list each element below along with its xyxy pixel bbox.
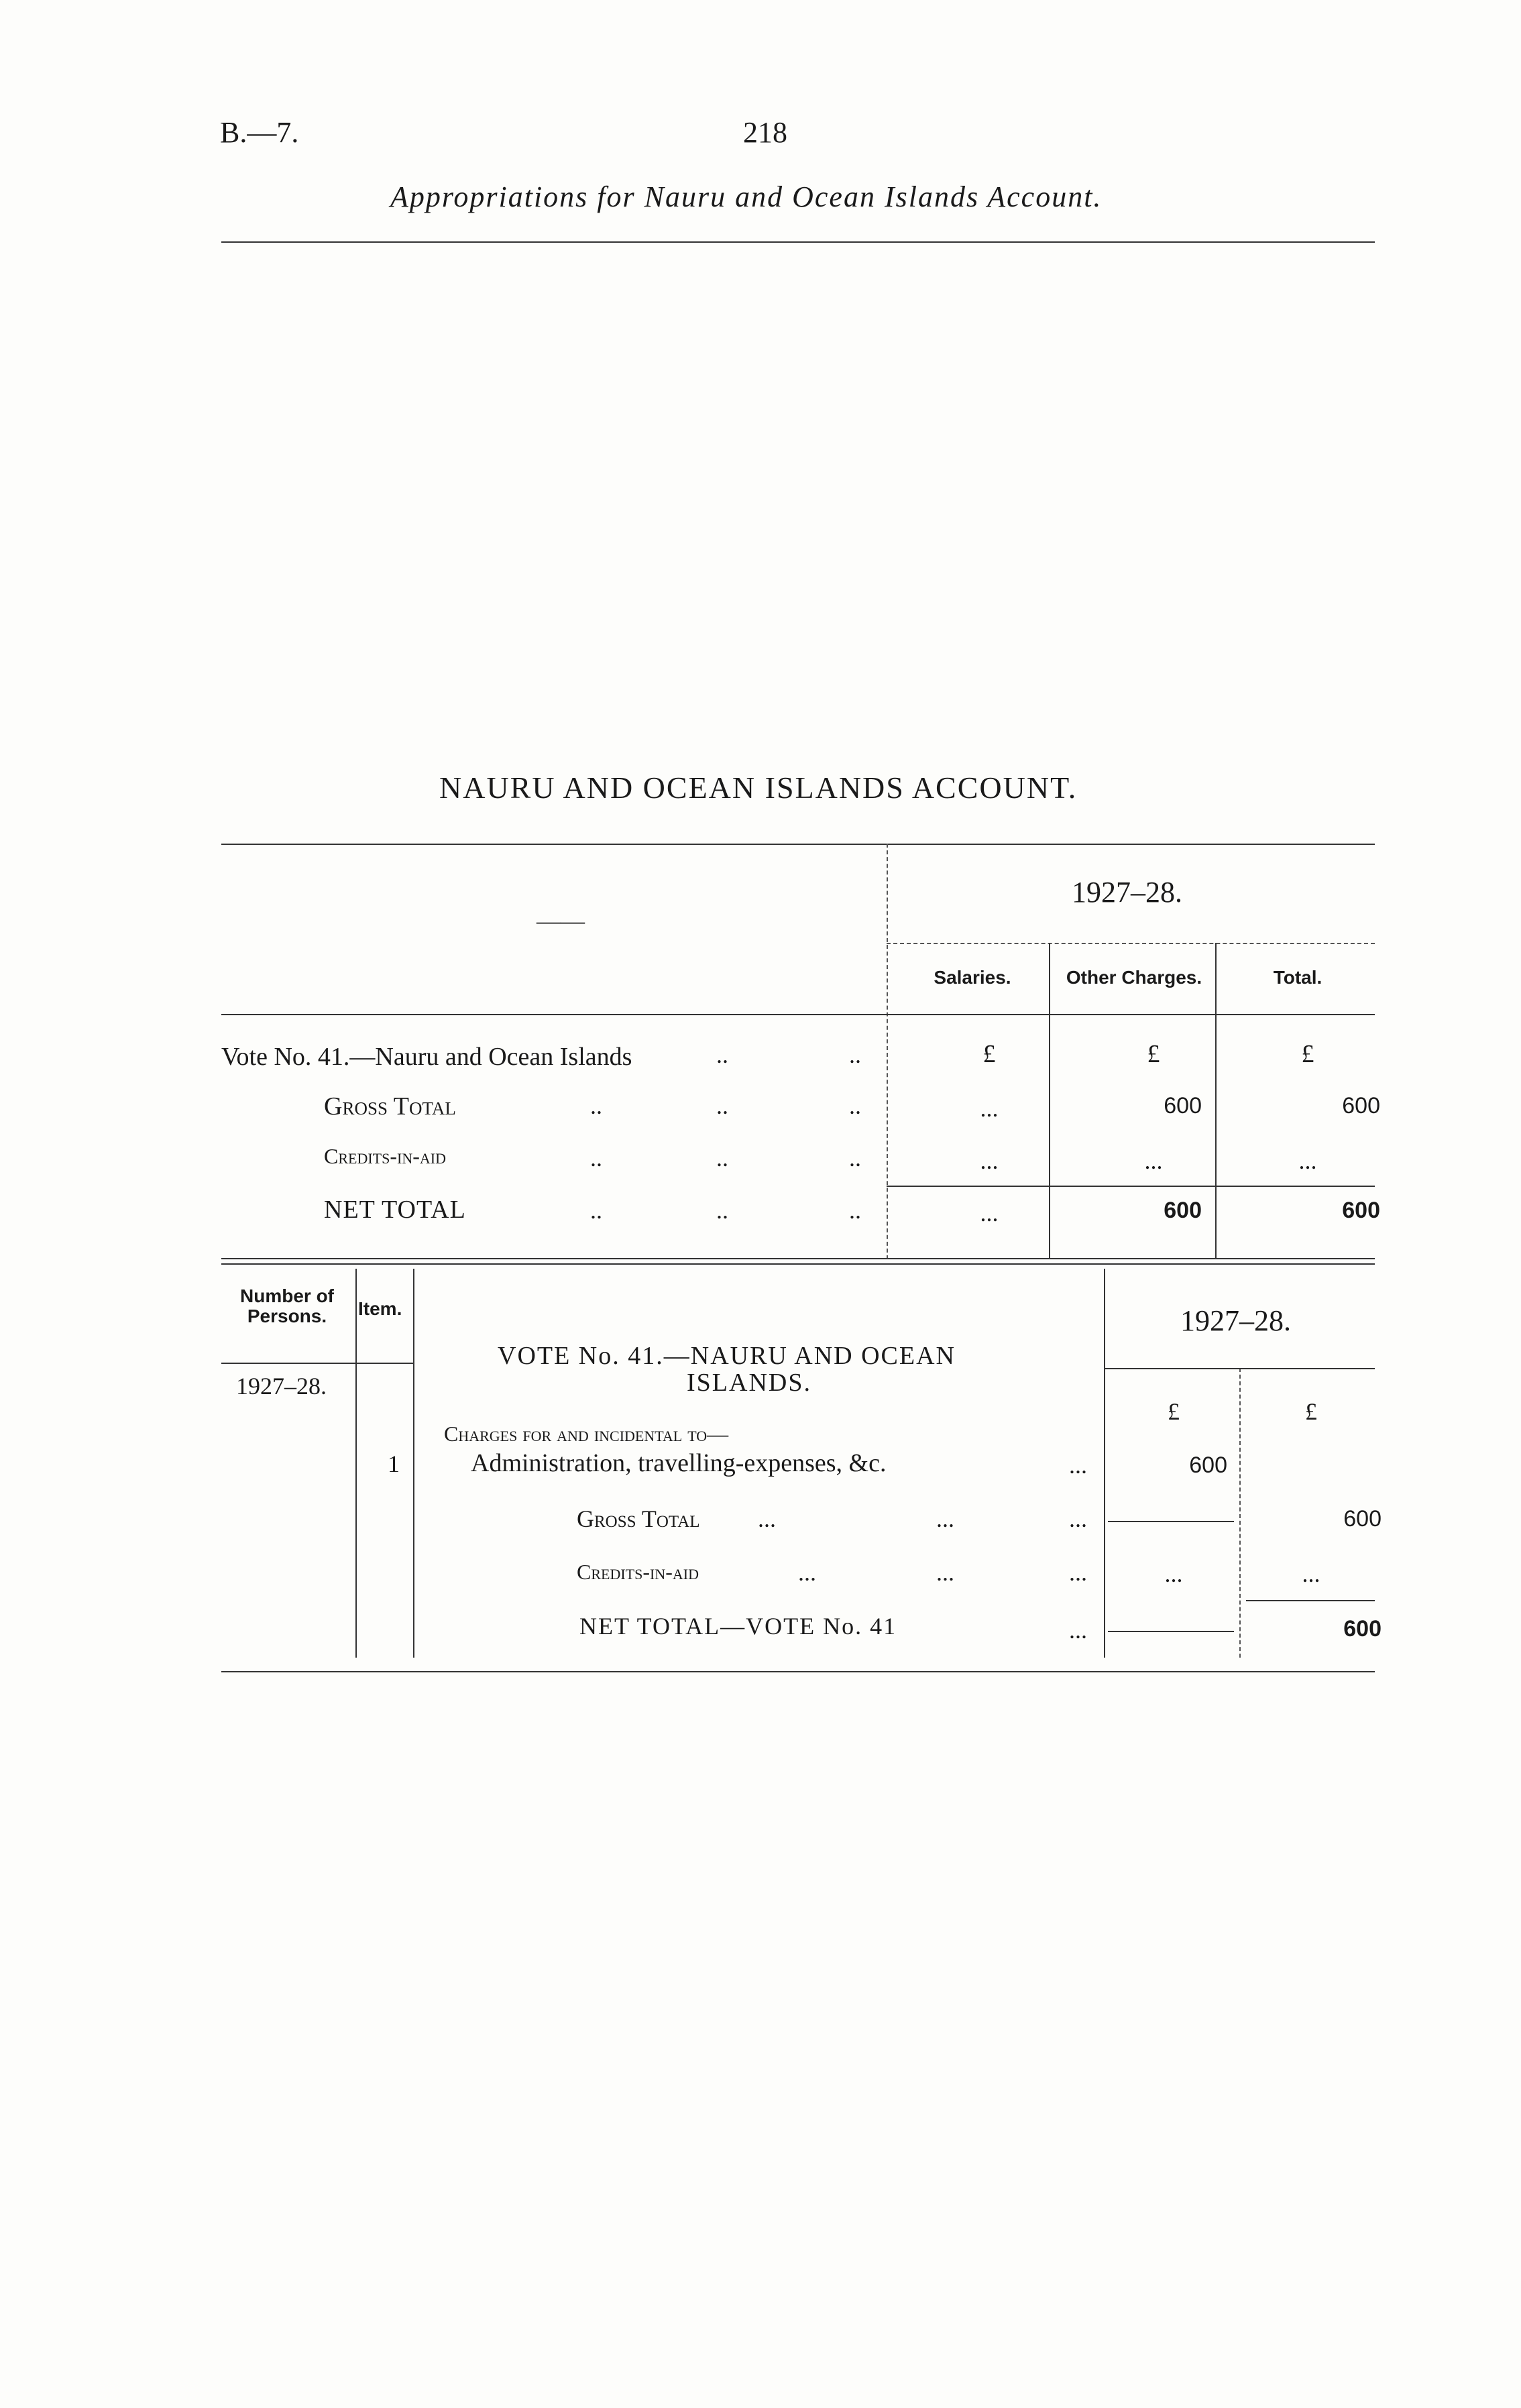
amount-column-separator: [1239, 1368, 1241, 1658]
account-title: NAURU AND OCEAN ISLANDS ACCOUNT.: [439, 770, 1078, 805]
persons-year: 1927–28.: [236, 1373, 327, 1399]
vote-credits-value-2: ...: [1302, 1560, 1320, 1587]
vote-credits-value-1: ...: [1164, 1560, 1183, 1587]
col-header-salaries: Salaries.: [934, 967, 1011, 988]
item-number: 1: [388, 1450, 400, 1477]
gross-total-label: Gross Total: [324, 1092, 456, 1121]
blank-column-dash: ——: [537, 907, 585, 934]
vote-gross-total-value: 600: [1343, 1506, 1382, 1532]
running-title: Appropriations for Nauru and Ocean Islands Account.: [390, 180, 1103, 213]
gross-salaries: ...: [980, 1095, 999, 1122]
item-description-separator: [413, 1269, 414, 1658]
gross-total: 600: [1342, 1093, 1380, 1119]
credits-salaries: ...: [980, 1147, 999, 1174]
col-header-other-charges: Other Charges.: [1066, 967, 1202, 988]
pound-sign: £: [982, 1040, 996, 1068]
vote-net-total-value: 600: [1343, 1616, 1382, 1642]
vote-title-line2: ISLANDS.: [687, 1369, 811, 1397]
vote-amount-year: 1927–28.: [1180, 1304, 1291, 1337]
header-rule: [221, 241, 1375, 243]
document-reference: B.—7.: [220, 116, 299, 149]
dots: ..: [716, 1092, 728, 1119]
gross-subtotal-rule: [1108, 1521, 1234, 1522]
leader-dots: ...: [798, 1559, 816, 1586]
dots: ..: [849, 1145, 861, 1171]
year-rule: [887, 943, 1375, 944]
pound-sign: £: [1168, 1398, 1180, 1425]
column-header-rule: [221, 1014, 1375, 1015]
vote-row-label: Vote No. 41.—Nauru and Ocean Islands: [221, 1043, 632, 1071]
page-number: 218: [743, 116, 787, 149]
summary-year-heading: 1927–28.: [1072, 876, 1182, 909]
persons-item-separator: [355, 1269, 357, 1658]
vote-table-bottom-rule: [221, 1671, 1375, 1672]
persons-header: Number of Persons.: [240, 1285, 334, 1326]
leader-dots: ...: [1069, 1559, 1087, 1586]
net-total: 600: [1342, 1198, 1380, 1223]
vote-credits-label: Credits-in-aid: [577, 1560, 699, 1584]
leader-dots: ...: [936, 1559, 954, 1586]
pound-sign: £: [1147, 1040, 1160, 1068]
dots: ..: [716, 1145, 728, 1171]
vote-gross-total-label: Gross Total: [577, 1505, 700, 1532]
pound-sign: £: [1305, 1398, 1317, 1425]
net-total-rule: [887, 1186, 1375, 1187]
net-left-rule: [1108, 1631, 1234, 1632]
dots: ..: [716, 1041, 728, 1068]
summary-bottom-rule-double: [221, 1263, 1375, 1265]
item-label: Administration, travelling-expenses, &c.: [471, 1449, 887, 1477]
vote-title-line1: VOTE No. 41.—NAURU AND OCEAN: [498, 1342, 956, 1370]
leader-dots: ...: [758, 1505, 776, 1532]
summary-divider: [887, 844, 888, 1259]
summary-bottom-rule: [221, 1258, 1375, 1259]
dots: ..: [590, 1145, 602, 1171]
leader-dots: ...: [1069, 1452, 1087, 1479]
persons-header-rule: [221, 1363, 355, 1364]
credits-total: ...: [1298, 1147, 1317, 1174]
dots: ..: [849, 1041, 861, 1068]
leader-dots: ...: [1069, 1505, 1087, 1532]
net-total-label: NET TOTAL: [324, 1196, 466, 1224]
vote-net-total-label: NET TOTAL—VOTE No. 41: [579, 1613, 897, 1640]
leader-dots: ...: [1069, 1617, 1087, 1644]
pound-sign: £: [1301, 1040, 1314, 1068]
credits-label: Credits-in-aid: [324, 1144, 446, 1168]
item-value: 600: [1189, 1452, 1227, 1478]
description-amount-separator: [1104, 1269, 1105, 1658]
vote-year-rule: [1104, 1368, 1375, 1369]
dots: ..: [590, 1197, 602, 1224]
leader-dots: ...: [936, 1505, 954, 1532]
item-header-rule: [355, 1363, 413, 1364]
col-header-total: Total.: [1273, 967, 1322, 988]
gross-other-charges: 600: [1164, 1093, 1202, 1119]
item-header: Item.: [358, 1298, 402, 1319]
dots: ..: [849, 1197, 861, 1224]
dots: ..: [590, 1092, 602, 1119]
net-salaries: ...: [980, 1200, 999, 1226]
credits-other-charges: ...: [1144, 1147, 1163, 1174]
summary-top-rule: [221, 844, 1375, 845]
dots: ..: [716, 1197, 728, 1224]
net-other-charges: 600: [1164, 1198, 1202, 1223]
col-sep-2: [1215, 943, 1217, 1259]
net-subtotal-rule: [1246, 1600, 1375, 1601]
charges-heading: Charges for and incidental to—: [444, 1422, 729, 1446]
dots: ..: [849, 1092, 861, 1119]
